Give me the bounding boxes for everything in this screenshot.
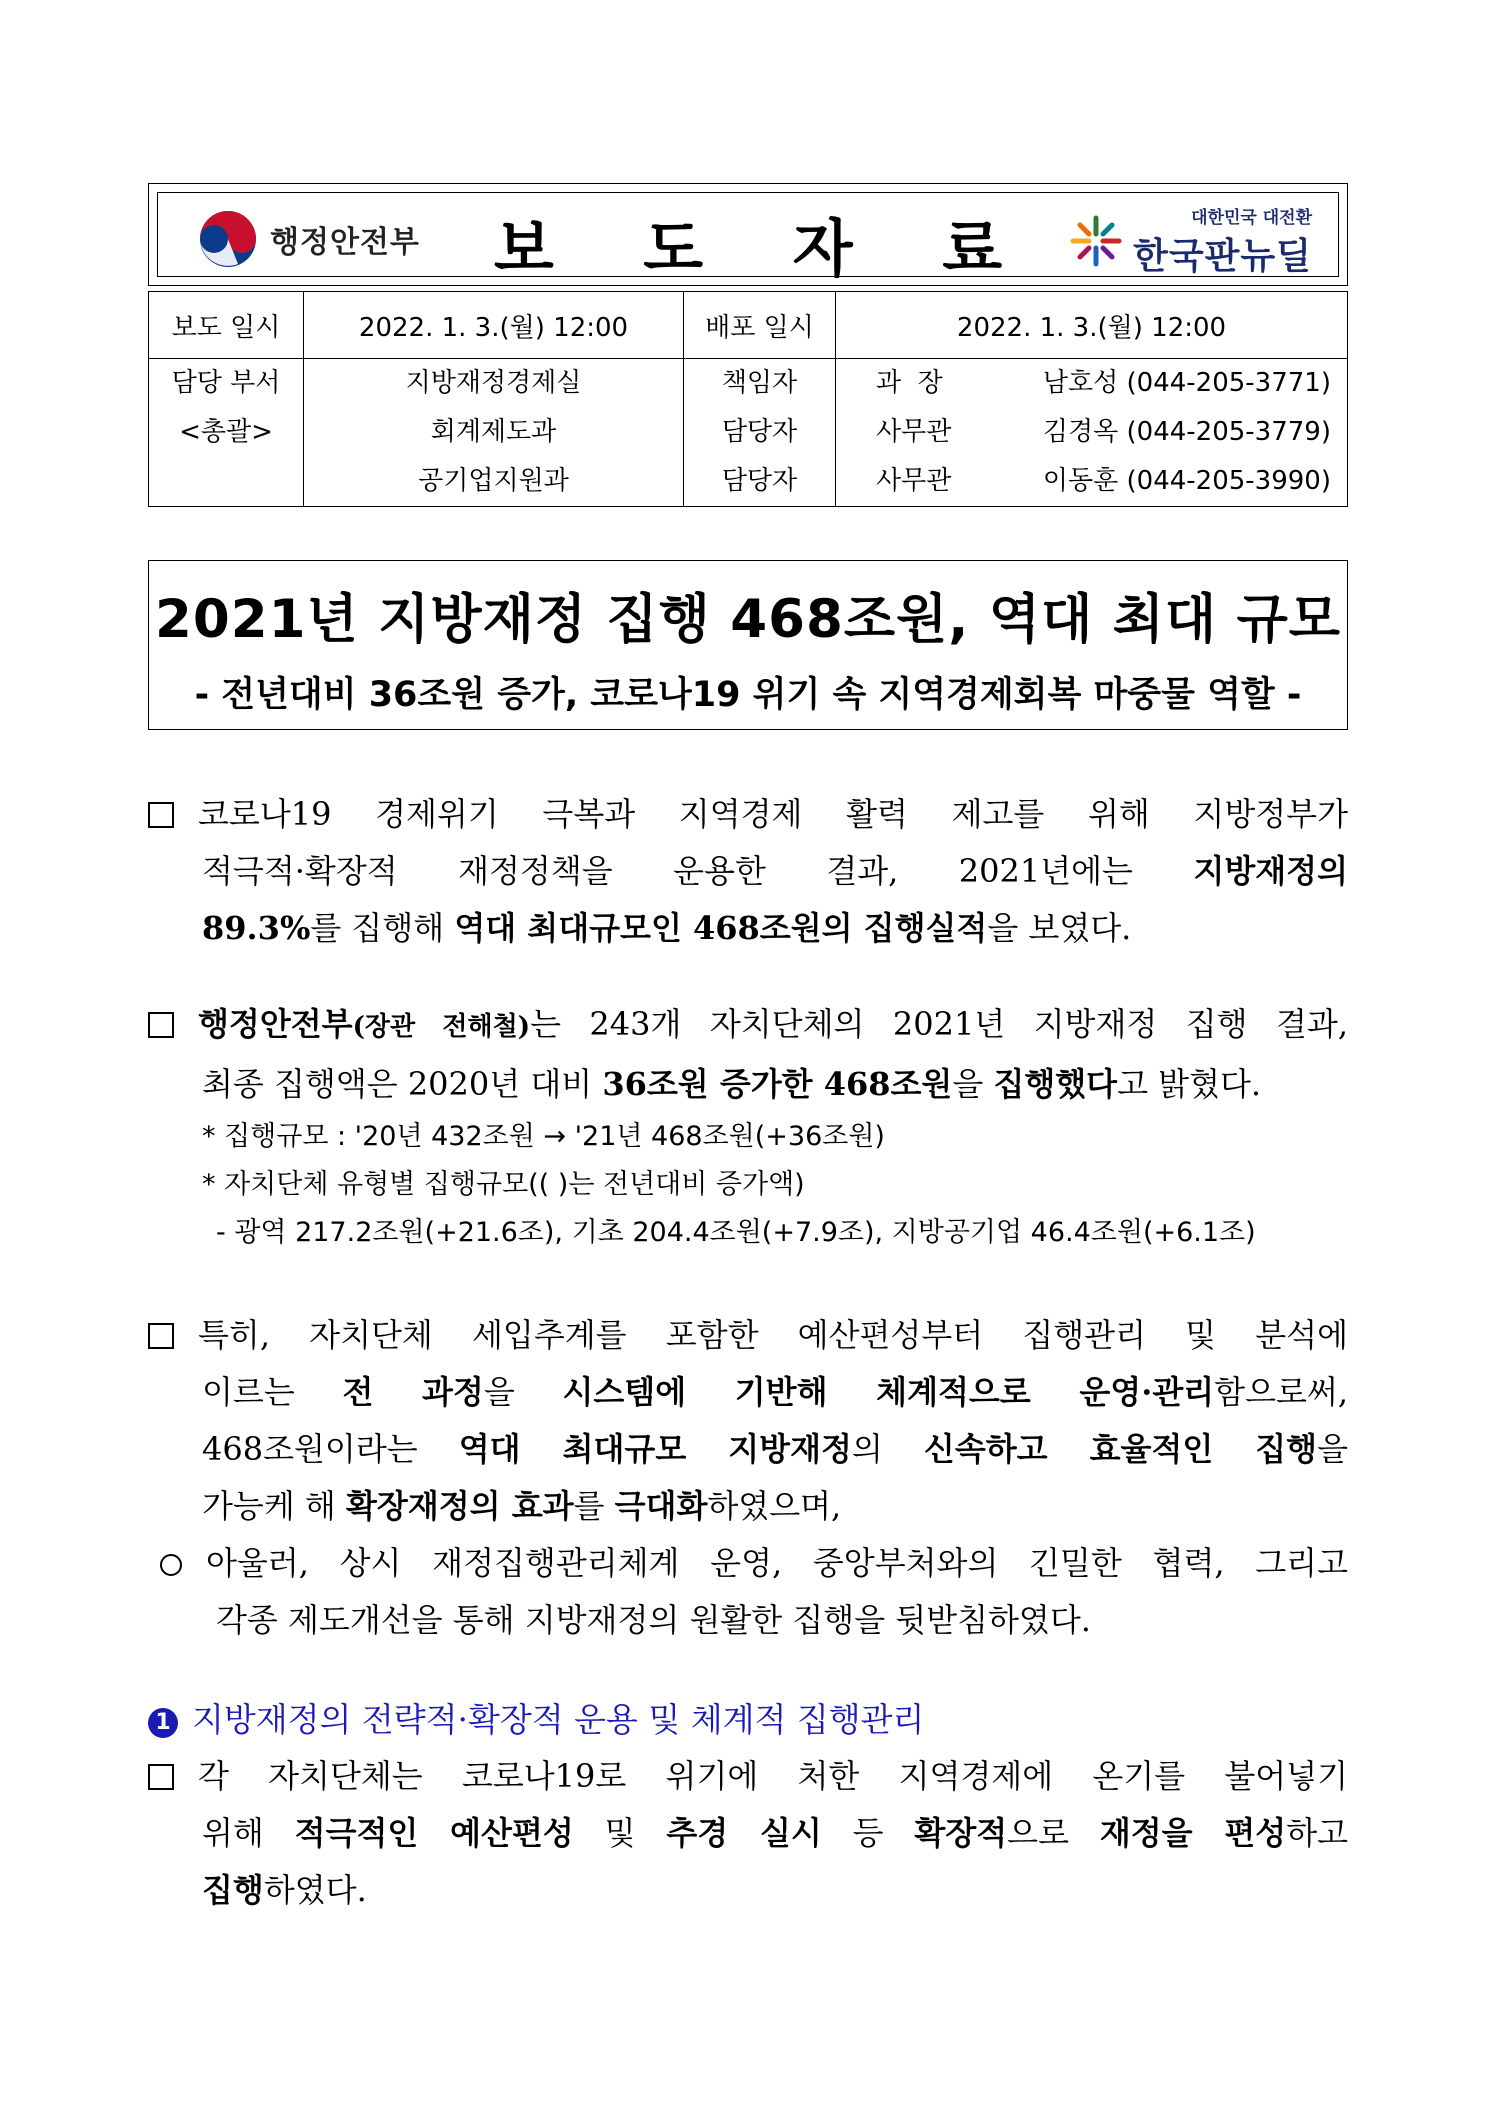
- role-list: [684, 359, 836, 507]
- text: 하고: [1286, 1814, 1349, 1852]
- text: 각종 제도개선을 통해 지방재정의 원활한 집행을 뒷받침하였다.: [216, 1601, 1091, 1639]
- department-name: 회계제도과: [430, 417, 557, 447]
- text: 의: [851, 1430, 924, 1468]
- text: 가능케 해: [202, 1487, 346, 1525]
- text: 을 보였다.: [987, 909, 1132, 947]
- contact-phone: (044-205-3990): [1126, 466, 1331, 496]
- department-sublabel: <총괄>: [179, 417, 273, 447]
- emphasis: 확장적: [914, 1814, 1008, 1852]
- press-release-header: [148, 183, 1348, 286]
- text: 아울러, 상시 재정집행관리체계 운영, 중앙부처와의 긴밀한 협력, 그리고: [206, 1544, 1348, 1582]
- checkbox-bullet-icon: [148, 802, 174, 828]
- section-heading-1: [148, 1694, 924, 1741]
- text: 하였으며,: [707, 1487, 842, 1525]
- circle-bullet-icon: [160, 1554, 182, 1576]
- section-title: 지방재정의 전략적·확장적 운용 및 체계적 집행관리: [192, 1700, 925, 1739]
- emphasis: 전 과정: [342, 1373, 484, 1411]
- text: 하였다.: [263, 1871, 367, 1909]
- text: 각 자치단체는 코로나19로 위기에 처한 지역경제에 온기를 불어넣기: [198, 1757, 1348, 1795]
- text: 는 243개 자치단체의 2021년 지방재정 집행 결과,: [530, 1005, 1348, 1043]
- text: 을: [483, 1373, 563, 1411]
- header-inner-frame: [157, 192, 1339, 285]
- distribution-date-label: 배포 일시: [684, 292, 836, 359]
- emphasis: 89.3%: [202, 909, 311, 947]
- contact-phone: (044-205-3771): [1126, 368, 1331, 398]
- text: 고 밝혔다.: [1117, 1065, 1262, 1103]
- department-list: [304, 359, 684, 507]
- contact-row: [836, 457, 1347, 506]
- brand-name: 한국판뉴딜: [1133, 236, 1312, 277]
- contact-title: 사무관: [876, 466, 952, 496]
- text: 함으로써,: [1214, 1373, 1348, 1411]
- contact-name: 김경옥: [1042, 417, 1119, 447]
- text: 으로: [1007, 1814, 1100, 1852]
- role-label: 담당자: [721, 417, 798, 447]
- release-date-label: 보도 일시: [149, 292, 304, 359]
- emphasis: 신속하고 효율적인 집행: [923, 1430, 1318, 1468]
- role-label: 담당자: [721, 466, 798, 496]
- headline-box: [148, 560, 1348, 730]
- contact-list: [836, 359, 1348, 507]
- contact-row: [836, 408, 1347, 457]
- headline-main: 2021년 지방재정 집행 468조원, 역대 최대 규모: [155, 589, 1341, 650]
- checkbox-bullet-icon: [148, 1323, 174, 1349]
- text: 최종 집행액은 2020년 대비: [202, 1065, 603, 1103]
- paragraph-4: [148, 1748, 1348, 1919]
- text: 을: [1317, 1430, 1349, 1468]
- text: 특히, 자치단체 세입추계를 포함한 예산편성부터 집행관리 및 분석에: [198, 1316, 1348, 1354]
- emphasis: 극대화: [614, 1487, 708, 1525]
- text: 를 집행해: [310, 909, 455, 947]
- brand-tagline: 대한민국 대전환: [1191, 208, 1312, 228]
- contact-row: [836, 359, 1347, 408]
- text: 468조원이라는: [202, 1430, 459, 1468]
- text: 위해: [202, 1814, 295, 1852]
- department-label-cell: [149, 359, 304, 507]
- new-deal-burst-icon: [1069, 214, 1123, 268]
- department-label: 담당 부서: [171, 368, 281, 398]
- distribution-date-value: 2022. 1. 3.(월) 12:00: [836, 292, 1348, 359]
- section-number-badge: 1: [148, 1708, 178, 1738]
- contact-title: 과 장: [876, 368, 943, 398]
- text: 이르는: [202, 1373, 343, 1411]
- text: 등: [821, 1814, 915, 1852]
- checkbox-bullet-icon: [148, 1764, 174, 1790]
- footnote: - 광역 217.2조원(+21.6조), 기초 204.4조원(+7.9조), 지방공기업 46.4조원(+6.1조): [216, 1217, 1256, 1248]
- footnote: * 자치단체 유형별 집행규모(( )는 전년대비 증가액): [202, 1169, 805, 1200]
- department-name: 공기업지원과: [418, 466, 569, 496]
- emphasis: 행정안전부: [198, 1005, 353, 1043]
- emphasis: 추경 실시: [666, 1814, 822, 1852]
- department-name: 지방재정경제실: [405, 368, 582, 398]
- text: 를: [573, 1487, 615, 1525]
- emphasis: 지방재정의: [1193, 852, 1348, 890]
- contact-title: 사무관: [876, 417, 952, 447]
- emphasis: 시스템에 기반해 체계적으로 운영·관리: [562, 1373, 1215, 1411]
- emphasis: 재정을 편성: [1099, 1814, 1287, 1852]
- paragraph-1: [148, 786, 1348, 957]
- release-info-table: [148, 291, 1348, 507]
- release-date-value: 2022. 1. 3.(월) 12:00: [304, 292, 684, 359]
- contact-phone: (044-205-3779): [1126, 417, 1331, 447]
- contact-name: 남호성: [1042, 368, 1119, 398]
- footnote: * 집행규모 : '20년 432조원 → '21년 468조원(+36조원): [202, 1121, 885, 1152]
- text-line: 적극적·확장적 재정정책을 운용한 결과, 2021년에는: [202, 852, 1194, 890]
- role-label: 책임자: [721, 368, 798, 398]
- emphasis: (장관 전해철): [352, 1012, 531, 1042]
- paragraph-2: [148, 996, 1348, 1257]
- ministry-name: 행정안전부: [270, 225, 420, 260]
- paragraph-3: [148, 1307, 1348, 1535]
- emphasis: 확장재정의 효과: [346, 1487, 574, 1525]
- page-title: 보 도 자 료: [493, 212, 1037, 285]
- sub-bullet: [160, 1535, 1348, 1649]
- text: 및: [573, 1814, 667, 1852]
- emphasis: 집행: [202, 1871, 264, 1909]
- korean-new-deal-logo: [1069, 203, 1312, 279]
- emphasis: 역대 최대규모 지방재정: [458, 1430, 852, 1468]
- text: 을: [952, 1065, 994, 1103]
- emphasis: 36조원 증가한 468조원: [602, 1065, 953, 1103]
- emphasis: 역대 최대규모인 468조원의 집행실적: [454, 909, 988, 947]
- emphasis: 적극적인 예산편성: [294, 1814, 574, 1852]
- checkbox-bullet-icon: [148, 1012, 174, 1038]
- text-line: 코로나19 경제위기 극복과 지역경제 활력 제고를 위해 지방정부가: [198, 795, 1348, 833]
- headline-sub: - 전년대비 36조원 증가, 코로나19 위기 속 지역경제회복 마중물 역할 -: [194, 675, 1302, 715]
- contact-name: 이동훈: [1042, 466, 1119, 496]
- emphasis: 집행했다: [993, 1065, 1118, 1103]
